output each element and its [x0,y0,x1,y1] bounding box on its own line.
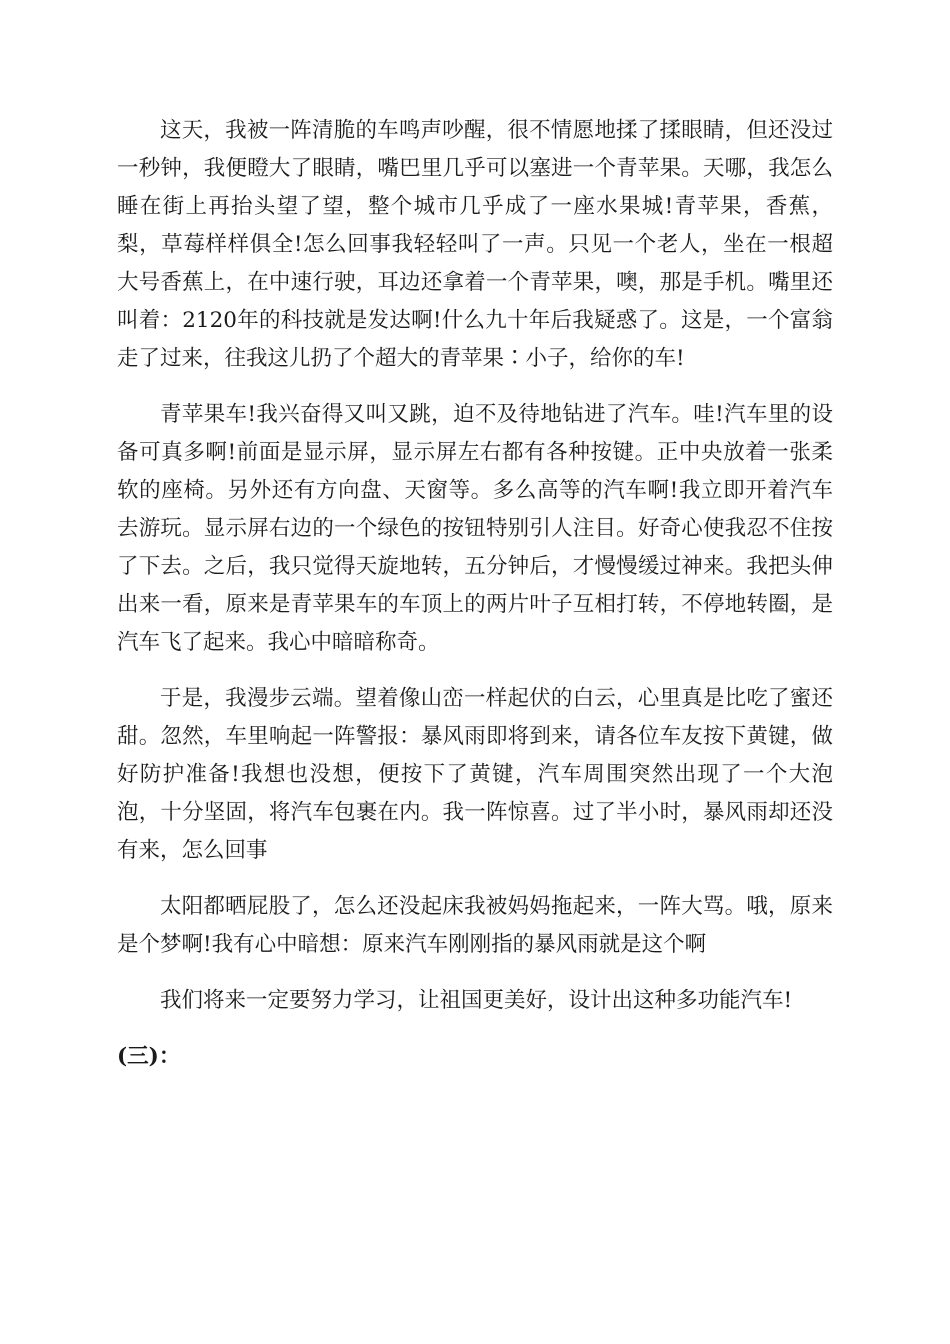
paragraph-4: 太阳都晒屁股了，怎么还没起床我被妈妈拖起来，一阵大骂。哦，原来是个梦啊!我有心中暗想：原来汽车刚刚指的暴风雨就是这个啊 [117,894,833,957]
paragraph-2: 青苹果车!我兴奋得又叫又跳，迫不及待地钻进了汽车。哇!汽车里的设备可真多啊!前面是显示屏，显示屏左右都有各种按键。正中央放着一张柔软的座椅。另外还有方向盘、天窗等。多么高等的汽车啊!我立即开着汽车去游玩。显示屏右边的一个绿色的按钮特别引人注目。好奇心使我忍不住按了下去。之后，我只觉得天旋地转，五分钟后，才慢慢缓过神来。我把头伸出来一看，原来是青苹果车的车顶上的两片叶子互相打转，不停地转圈，是汽车飞了起来。我心中暗暗称奇。 [117,402,833,655]
section-heading: (三)： [117,1044,181,1069]
paragraph-3: 于是，我漫步云端。望着像山峦一样起伏的白云，心里真是比吃了蜜还甜。忽然，车里响起一阵警报：暴风雨即将到来，请各位车友按下黄键，做好防护准备!我想也没想，便按下了黄键，汽车周围突然出现了一个大泡泡，十分坚固，将汽车包裹在内。我一阵惊喜。过了半小时，暴风雨却还没有来，怎么回事 [117,686,833,863]
paragraph-5: 我们将来一定要努力学习，让祖国更美好，设计出这种多功能汽车! [160,988,793,1013]
document-body [117,112,833,1076]
paragraph-1: 这天，我被一阵清脆的车鸣声吵醒，很不情愿地揉了揉眼睛，但还没过一秒钟，我便瞪大了眼睛，嘴巴里几乎可以塞进一个青苹果。天哪，我怎么睡在街上再抬头望了望，整个城市几乎成了一座水果城!青苹果，香蕉，梨，草莓样样俱全!怎么回事我轻轻叫了一声。只见一个老人，坐在一根超大号香蕉上，在中速行驶，耳边还拿着一个青苹果，噢，那是手机。嘴里还叫着：2120年的科技就是发达啊!什么九十年后我疑惑了。这是，一个富翁走了过来，往我这儿扔了个超大的青苹果∶小子，给你的车! [117,118,833,371]
